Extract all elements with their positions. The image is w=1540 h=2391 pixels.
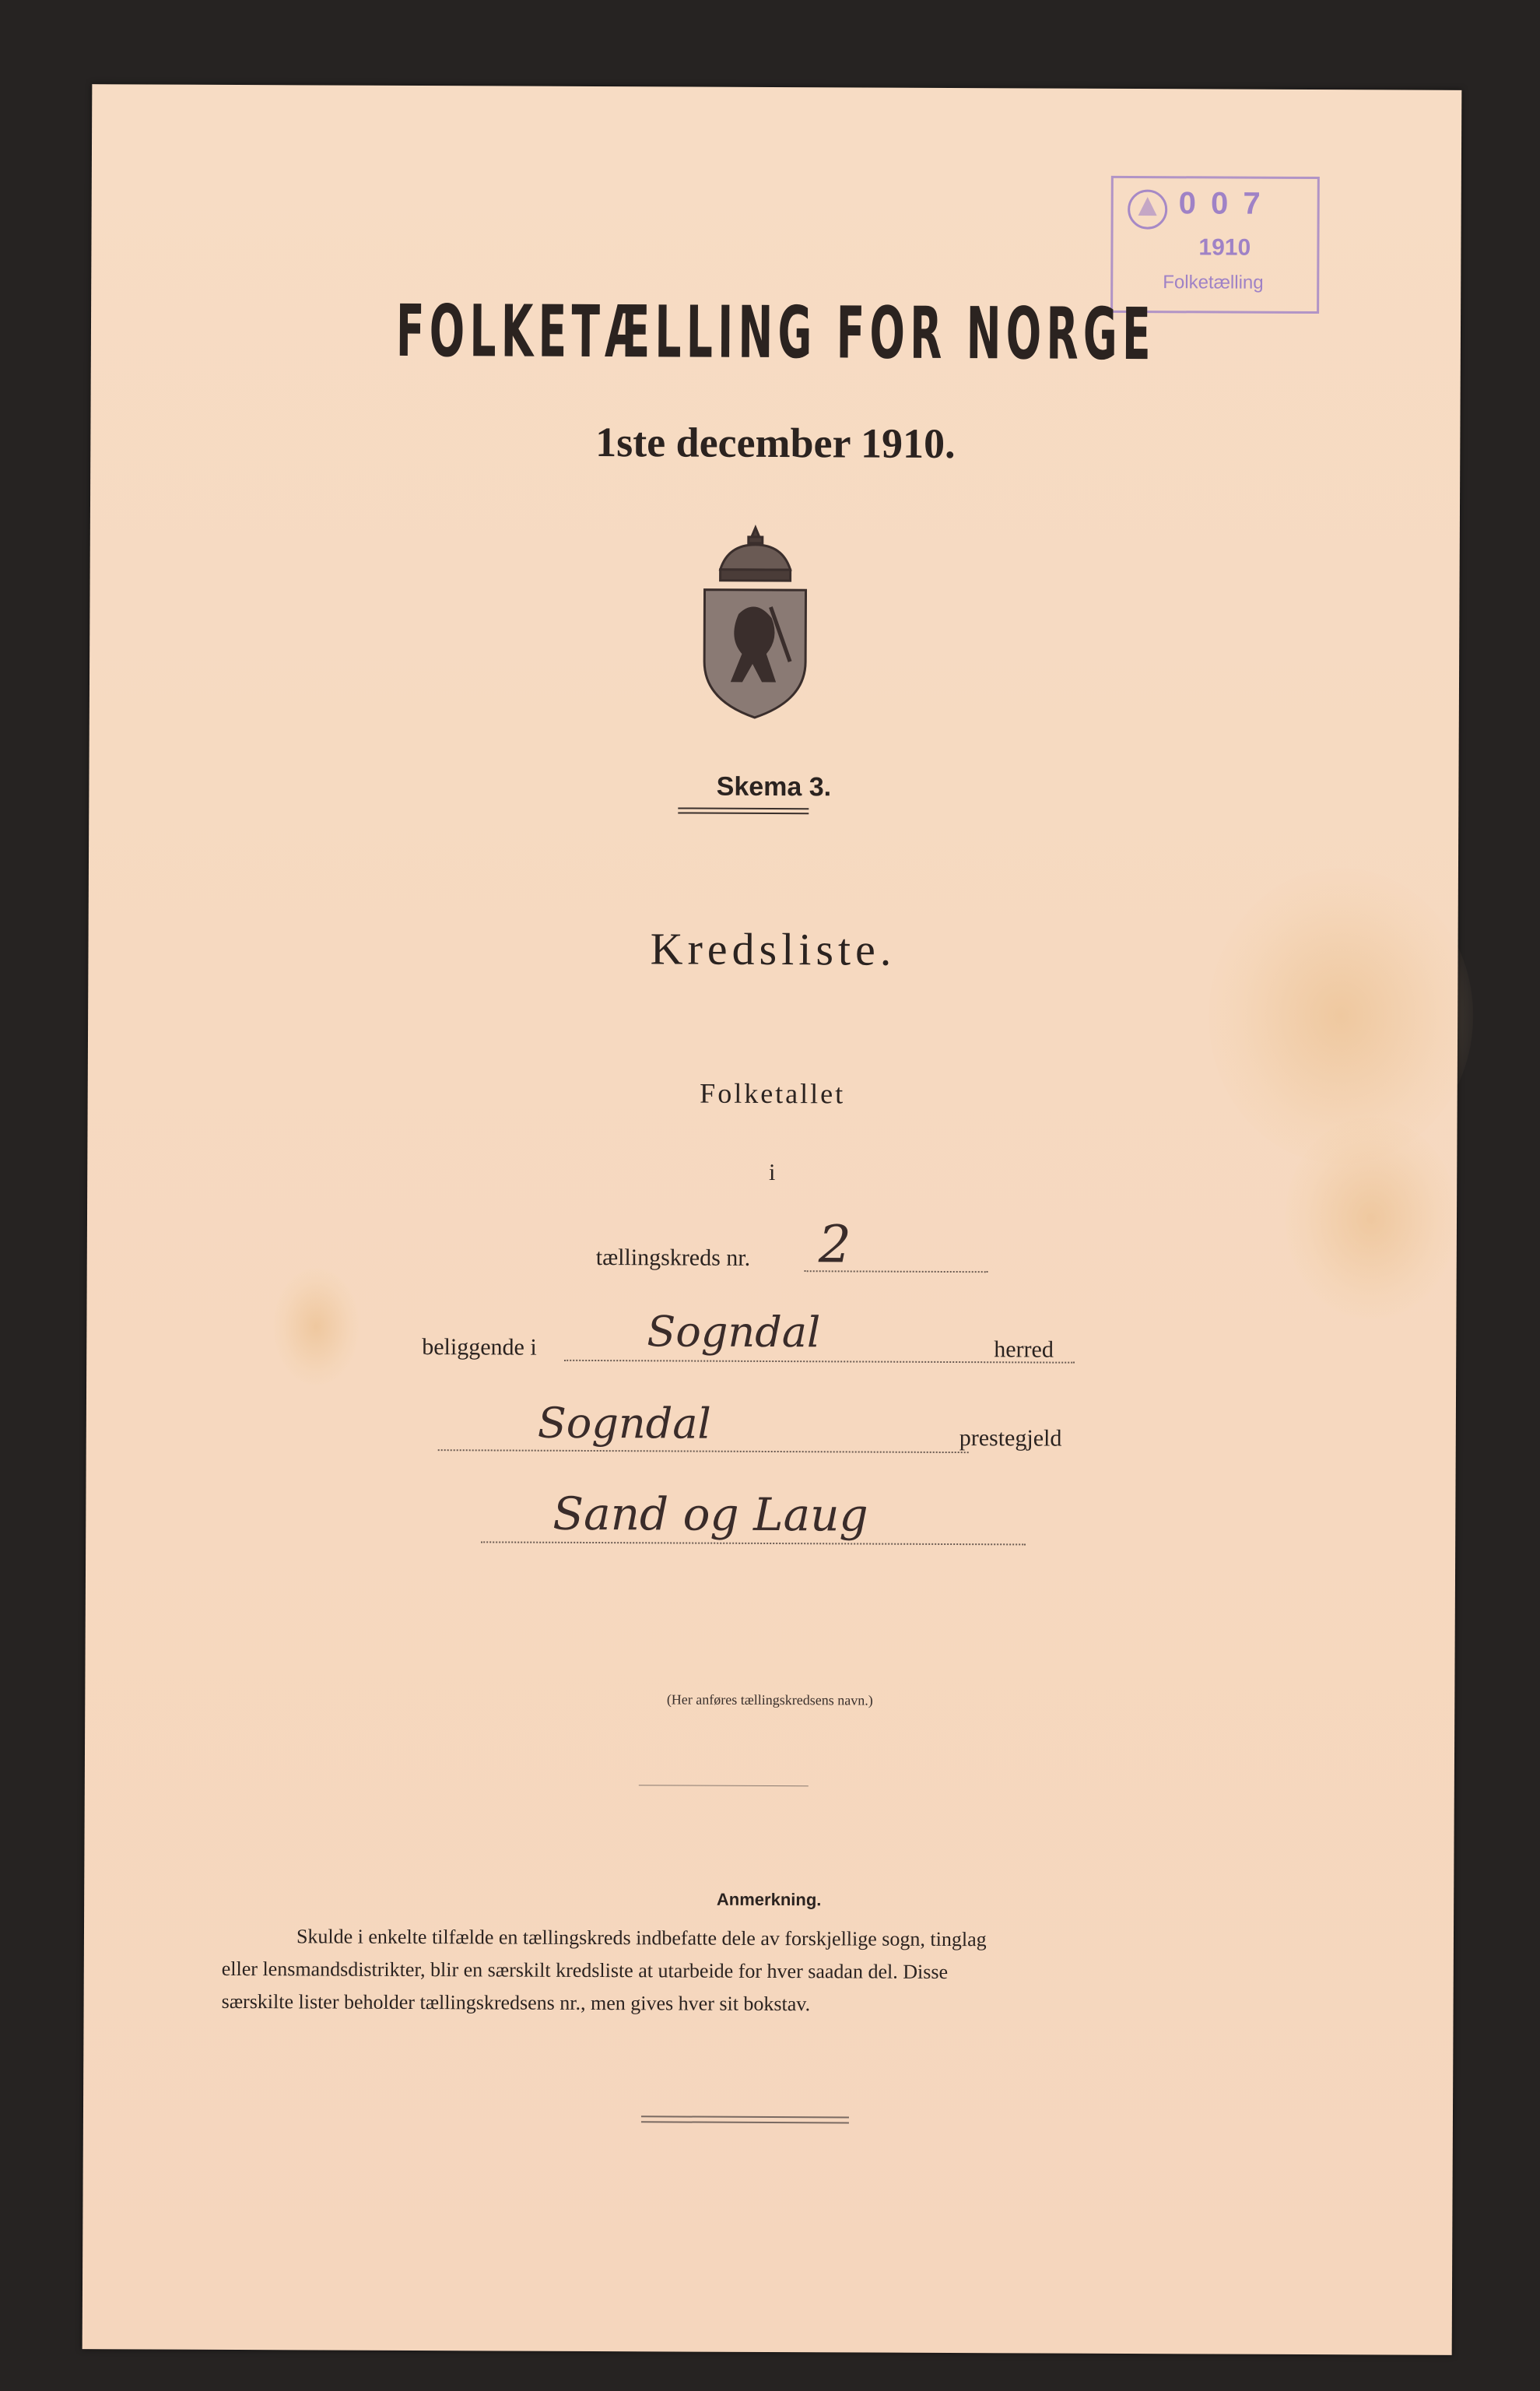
stamp-year: 1910 xyxy=(1198,234,1251,261)
kreds-name-line xyxy=(481,1541,1026,1545)
form-title: FOLKETÆLLING FOR NORGE xyxy=(395,289,1156,377)
census-date: 1ste december 1910. xyxy=(595,419,956,468)
stamp-number: 0 0 7 xyxy=(1178,186,1264,221)
schema-underline xyxy=(678,812,809,814)
form-subheading: Folketallet xyxy=(700,1077,846,1110)
divider xyxy=(639,1785,809,1786)
kreds-name-note: (Her anføres tællingskredsens navn.) xyxy=(666,1691,873,1708)
divider xyxy=(641,2121,849,2123)
prestegjeld-suffix-label: prestegjeld xyxy=(959,1425,1062,1452)
remark-line-2: eller lensmandsdistrikter, blir en særskilt kredsliste at utarbeide for hver saadan del. Disse xyxy=(221,1957,949,1983)
herred-suffix-label: herred xyxy=(994,1336,1054,1363)
divider xyxy=(641,2115,849,2118)
census-form-page xyxy=(82,84,1462,2355)
coat-of-arms-icon xyxy=(696,521,814,723)
stamp-seal-icon xyxy=(1124,186,1171,233)
paper-stain xyxy=(1208,867,1474,1164)
remark-line-1: Skulde i enkelte tilfælde en tællingskreds indbefatte dele av forskjellige sogn, tinglag xyxy=(296,1925,987,1951)
paper-stain xyxy=(1285,1117,1457,1320)
form-heading: Kredsliste. xyxy=(650,923,896,975)
connector-text: i xyxy=(769,1159,776,1186)
stamp-label: Folketælling xyxy=(1163,272,1264,293)
paper-stain xyxy=(273,1268,360,1385)
remark-line-3: særskilte lister beholder tællingskredsens nr., men gives hver sit bokstav. xyxy=(221,1989,811,2016)
prestegjeld-line xyxy=(438,1449,969,1453)
kreds-name-value: Sand og Laug xyxy=(553,1487,868,1542)
remark-heading: Anmerkning. xyxy=(716,1889,822,1910)
herred-prefix-label: beliggende i xyxy=(422,1334,537,1361)
kreds-number-value: 2 xyxy=(818,1214,852,1275)
herred-value: Sogndal xyxy=(647,1307,821,1357)
schema-number: Skema 3. xyxy=(716,771,832,802)
schema-underline xyxy=(678,807,809,809)
prestegjeld-value: Sogndal xyxy=(537,1398,711,1448)
kreds-number-label: tællingskreds nr. xyxy=(595,1245,751,1271)
